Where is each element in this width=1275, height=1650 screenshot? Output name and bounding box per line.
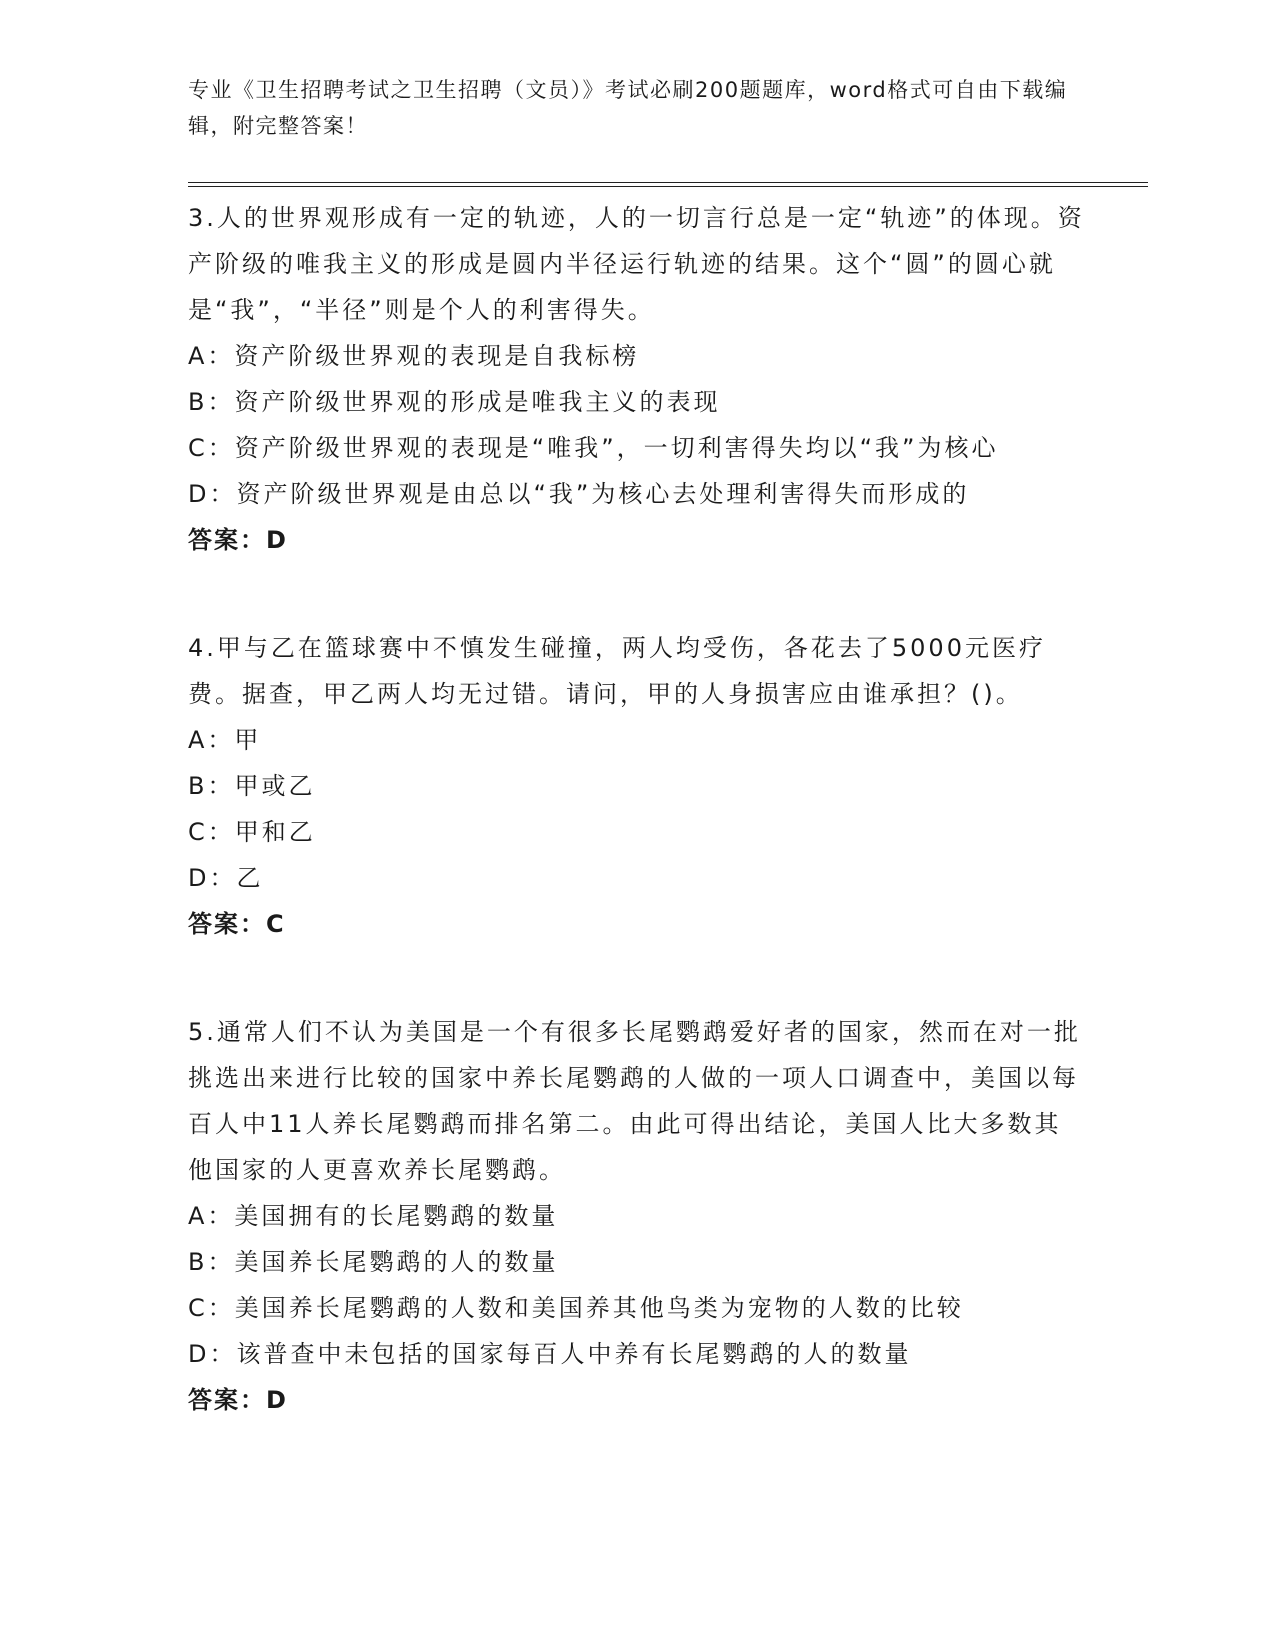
question-spacer	[188, 947, 1148, 1009]
question-stem: 4.甲与乙在篮球赛中不慎发生碰撞，两人均受伤，各花去了5000元医疗费。据查，甲乙两人均无过错。请问，甲的人身损害应由谁承担？()。	[188, 634, 1046, 708]
option-b: B：资产阶级世界观的形成是唯我主义的表现	[188, 388, 721, 416]
option-d: D：乙	[188, 864, 264, 892]
option-a: A：甲	[188, 726, 262, 754]
option-d: D：该普查中未包括的国家每百人中养有长尾鹦鹉的人的数量	[188, 1340, 912, 1368]
document-page	[188, 72, 1148, 1423]
option-b: B：甲或乙	[188, 772, 316, 800]
option-b: B：美国养长尾鹦鹉的人的数量	[188, 1248, 559, 1276]
answer: 答案：D	[188, 1386, 288, 1414]
option-d: D：资产阶级世界观是由总以“我”为核心去处理利害得失而形成的	[188, 480, 970, 508]
option-c: C：资产阶级世界观的表现是“唯我”，一切利害得失均以“我”为核心	[188, 434, 999, 462]
option-c: C：美国养长尾鹦鹉的人数和美国养其他鸟类为宠物的人数的比较	[188, 1294, 964, 1322]
question-spacer	[188, 563, 1148, 625]
question-stem: 5.通常人们不认为美国是一个有很多长尾鹦鹉爱好者的国家，然而在对一批挑选出来进行比较的国家中养长尾鹦鹉的人做的一项人口调查中，美国以每百人中11人养长尾鹦鹉而排名第二。由此可得出结论，美国人比大多数其他国家的人更喜欢养长尾鹦鹉。	[188, 1018, 1081, 1184]
option-c: C：甲和乙	[188, 818, 316, 846]
question-4	[188, 625, 1088, 947]
question-stem: 3.人的世界观形成有一定的轨迹，人的一切言行总是一定“轨迹”的体现。资产阶级的唯我主义的形成是圆内半径运行轨迹的结果。这个“圆”的圆心就是“我”，“半径”则是个人的利害得失。	[188, 204, 1085, 324]
option-a: A：资产阶级世界观的表现是自我标榜	[188, 342, 640, 370]
question-5	[188, 1009, 1088, 1423]
header-divider	[188, 182, 1148, 187]
question-3	[188, 195, 1088, 563]
answer: 答案：D	[188, 526, 288, 554]
option-a: A：美国拥有的长尾鹦鹉的数量	[188, 1202, 559, 1230]
document-header: 专业《卫生招聘考试之卫生招聘（文员）》考试必刷200题题库，word格式可自由下载编辑，附完整答案！	[188, 78, 1068, 138]
answer: 答案：C	[188, 910, 286, 938]
